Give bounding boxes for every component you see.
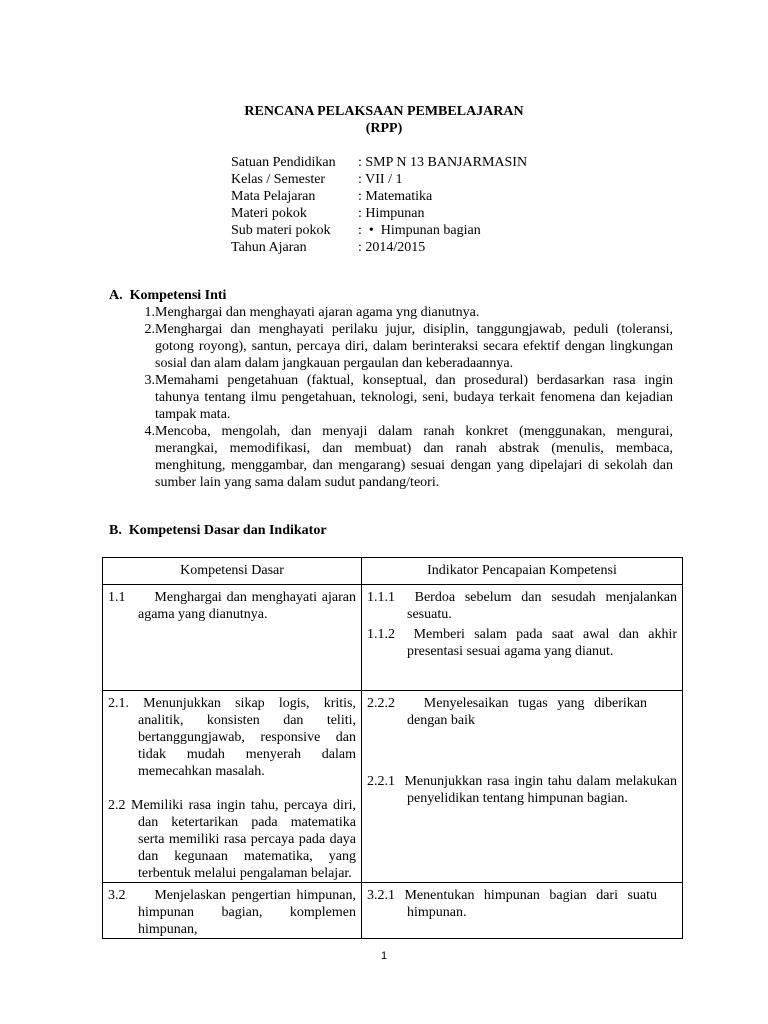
indicator-cell [362,691,683,883]
list-item [127,304,673,321]
list-text: Menghargai dan menghayati perilaku jujur, disiplin, tanggungjawab, peduli (toleransi, gotong royong), santun, percaya diri, dalam berinteraksi secara efektif dengan lingkungan sosial dan alam dalam jangkauan pergaulan dan keberadaannya. [155,322,673,371]
section-b-heading: B. Kompetensi Dasar dan Indikator [109,523,327,538]
list-number: 2. [144,322,155,337]
list-text: Menghargai dan menghayati ajaran agama yng dianutnya. [155,305,480,320]
info-row [231,205,527,222]
table-row [103,691,683,883]
info-value: : Matematika [358,189,433,204]
list-text: Memahami pengetahuan (faktual, konseptual, dan prosedural) berdasarkan rasa ingin tahunya tentang ilmu pengetahuan, teknologi, seni, budaya terkait fenomena dan kejadian tampak mata. [155,373,673,422]
list-number: 4. [144,424,155,439]
list-text: Mencoba, mengolah, dan menyaji dalam ranah konkret (menggunakan, mengurai, merangkai, memodifikasi, dan membuat) dan ranah abstrak (menulis, membaca, menghitung, menggambar, dan mengarang) sesuai dengan yang dipelajari di sekolah dan sumber lain yang sama dalam sudut pandang/teori. [155,424,673,490]
info-label: Satuan Pendidikan [231,155,336,170]
info-value: : • Himpunan bagian [358,223,481,238]
indicator-text: 3.2.1 Menentukan himpunan bagian dari suatu himpunan. [367,888,657,920]
info-row [231,171,527,188]
table-row [103,883,683,939]
info-row [231,239,527,256]
info-label: Sub materi pokok [231,223,331,238]
info-row [231,154,527,171]
section-a-heading: A. Kompetensi Inti [109,288,227,303]
indicator-text: 2.2.2 Menyelesaikan tugas yang diberikan dengan baik [367,696,651,728]
info-value: : SMP N 13 BANJARMASIN [358,155,528,170]
info-value: : VII / 1 [358,172,403,187]
document-title: RENCANA PELAKSAAN PEMBELAJARAN [244,104,524,119]
page-number: 1 [380,950,388,962]
competency-table [102,557,683,939]
kd-text: 3.2 Menjelaskan pengertian himpunan, himpunan bagian, komplemen himpunan, [108,888,360,937]
column-header-indicator: Indikator Pencapaian Kompetensi [362,558,683,585]
list-item [127,372,673,423]
list-item [127,321,673,372]
info-row [231,188,527,205]
kompetensi-inti-list [127,304,673,491]
info-value: : Himpunan [358,206,425,221]
document-subtitle: (RPP) [365,121,403,136]
indicator-cell [362,585,683,691]
kd-text: 2.1. Menunjukkan sikap logis, kritis, analitik, konsisten dan teliti, bertanggungjawab, responsive dan tidak mudah menyerah dalam memecahkan masalah. [108,696,356,779]
info-label: Kelas / Semester [231,172,326,187]
info-label: Mata Pelajaran [231,189,316,204]
indicator-text: 1.1.2 Memberi salam pada saat awal dan akhir presentasi sesuai agama yang dianut. [367,627,681,659]
indicator-text: 2.2.1 Menunjukkan rasa ingin tahu dalam melakukan penyelidikan tentang himpunan bagian. [367,774,681,806]
kd-cell [103,691,362,883]
table-row [103,585,683,691]
list-number: 1. [144,305,155,320]
kd-cell [103,585,362,691]
list-number: 3. [144,373,155,388]
info-row [231,222,527,239]
kd-cell [103,883,362,939]
list-item [127,423,673,491]
info-label: Tahun Ajaran [231,240,307,255]
table-header-row [103,558,683,585]
identity-block [231,154,527,256]
indicator-text: 1.1.1 Berdoa sebelum dan sesudah menjalankan sesuatu. [367,590,681,622]
column-header-kd: Kompetensi Dasar [103,558,362,585]
info-value: : 2014/2015 [358,240,426,255]
kd-text: 1.1 Menghargai dan menghayati ajaran agama yang dianutnya. [108,590,360,622]
kd-text: 2.2 Memiliki rasa ingin tahu, percaya diri, dan ketertarikan pada matematika serta memiliki rasa percaya pada daya dan kegunaan matematika, yang terbentuk melalui pengalaman belajar. [108,798,356,881]
indicator-cell [362,883,683,939]
info-label: Materi pokok [231,206,307,221]
